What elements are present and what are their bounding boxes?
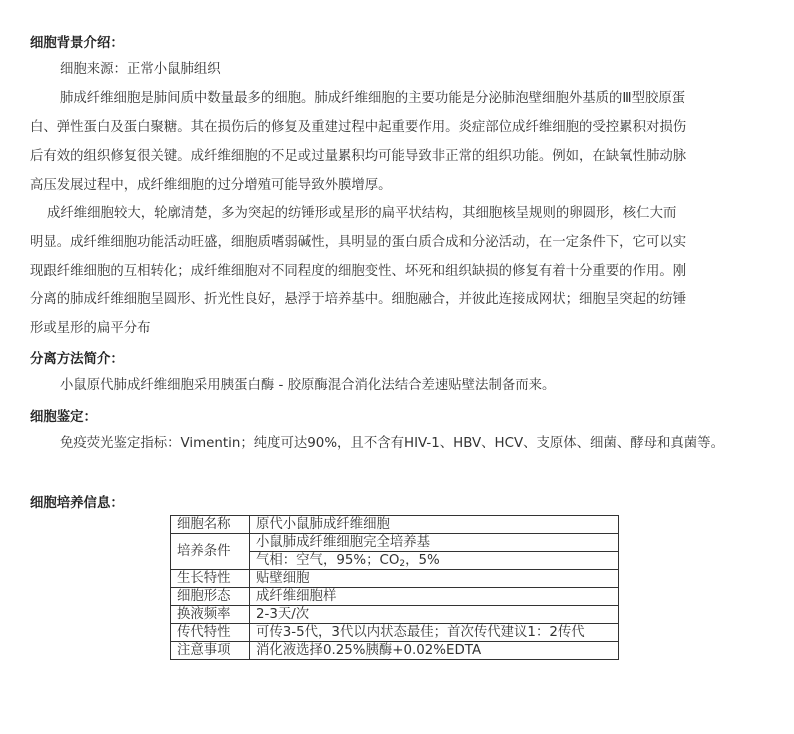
background-paragraph-1-line-4: 高压发展过程中，成纤维细胞的过分增殖可能导致外膜增厚。 bbox=[30, 178, 392, 193]
culture-condition-label: 培养条件 bbox=[171, 534, 250, 570]
cell-source-text: 细胞来源：正常小鼠肺组织 bbox=[60, 62, 221, 77]
table-row bbox=[171, 606, 619, 624]
culture-medium-value: 小鼠肺成纤维细胞完全培养基 bbox=[250, 534, 619, 552]
isolation-heading: 分离方法简介： bbox=[30, 352, 124, 367]
table-row bbox=[171, 534, 619, 552]
gas-phase-suffix: ，5% bbox=[405, 553, 440, 568]
growth-value: 贴壁细胞 bbox=[250, 570, 619, 588]
medium-change-value: 2-3天/次 bbox=[250, 606, 619, 624]
background-paragraph-2-line-1: 成纤维细胞较大，轮廓清楚，多为突起的纺锤形或星形的扁平状结构，其细胞核呈规则的卵圆形，核仁大而 bbox=[47, 206, 677, 221]
isolation-text: 小鼠原代肺成纤维细胞采用胰蛋白酶 - 胶原酶混合消化法结合差速贴壁法制备而来。 bbox=[60, 378, 556, 393]
background-paragraph-2-line-5: 形或星形的扁平分布 bbox=[30, 321, 151, 336]
identification-heading: 细胞鉴定： bbox=[30, 410, 97, 425]
culture-heading: 细胞培养信息： bbox=[30, 496, 124, 511]
medium-change-label: 换液频率 bbox=[171, 606, 250, 624]
cell-name-label: 细胞名称 bbox=[171, 516, 250, 534]
background-paragraph-1-line-3: 后有效的组织修复很关键。成纤维细胞的不足或过量累积均可能导致非正常的组织功能。例如，在缺氧性肺动脉 bbox=[30, 149, 687, 164]
background-paragraph-2-line-4: 分离的肺成纤维细胞呈圆形、折光性良好，悬浮于培养基中。细胞融合，并彼此连接成网状；细胞呈突起的纺锤 bbox=[30, 292, 687, 307]
identification-text: 免疫荧光鉴定指标：Vimentin；纯度可达90%，且不含有HIV-1、HBV、HCV、支原体、细菌、酵母和真菌等。 bbox=[60, 436, 724, 451]
background-heading: 细胞背景介绍： bbox=[30, 36, 124, 51]
table-row bbox=[171, 516, 619, 534]
morphology-label: 细胞形态 bbox=[171, 588, 250, 606]
background-paragraph-1-line-1: 肺成纤维细胞是肺间质中数量最多的细胞。肺成纤维细胞的主要功能是分泌肺泡壁细胞外基质的Ⅲ型胶原蛋 bbox=[60, 91, 686, 106]
table-row bbox=[171, 588, 619, 606]
gas-phase-prefix: 气相：空气，95%；CO bbox=[256, 553, 400, 568]
background-paragraph-2-line-2: 明显。成纤维细胞功能活动旺盛，细胞质嗜弱碱性，具明显的蛋白质合成和分泌活动，在一定条件下，它可以实 bbox=[30, 235, 687, 250]
growth-label: 生长特性 bbox=[171, 570, 250, 588]
gas-phase-subscript: 2 bbox=[399, 559, 406, 569]
table-row bbox=[171, 642, 619, 660]
passage-value: 可传3-5代，3代以内状态最佳；首次传代建议1：2传代 bbox=[250, 624, 619, 642]
cell-name-value: 原代小鼠肺成纤维细胞 bbox=[250, 516, 619, 534]
gas-phase-value bbox=[250, 552, 619, 570]
notes-label: 注意事项 bbox=[171, 642, 250, 660]
background-paragraph-1-line-2: 白、弹性蛋白及蛋白聚糖。其在损伤后的修复及重建过程中起重要作用。炎症部位成纤维细胞的受控累积对损伤 bbox=[30, 120, 687, 135]
notes-value: 消化液选择0.25%胰酶+0.02%EDTA bbox=[250, 642, 619, 660]
culture-info-table bbox=[170, 515, 619, 660]
morphology-value: 成纤维细胞样 bbox=[250, 588, 619, 606]
table-row bbox=[171, 570, 619, 588]
table-row bbox=[171, 624, 619, 642]
background-paragraph-2-line-3: 现跟纤维细胞的互相转化；成纤维细胞对不同程度的细胞变性、坏死和组织缺损的修复有着十分重要的作用。刚 bbox=[30, 264, 687, 279]
passage-label: 传代特性 bbox=[171, 624, 250, 642]
